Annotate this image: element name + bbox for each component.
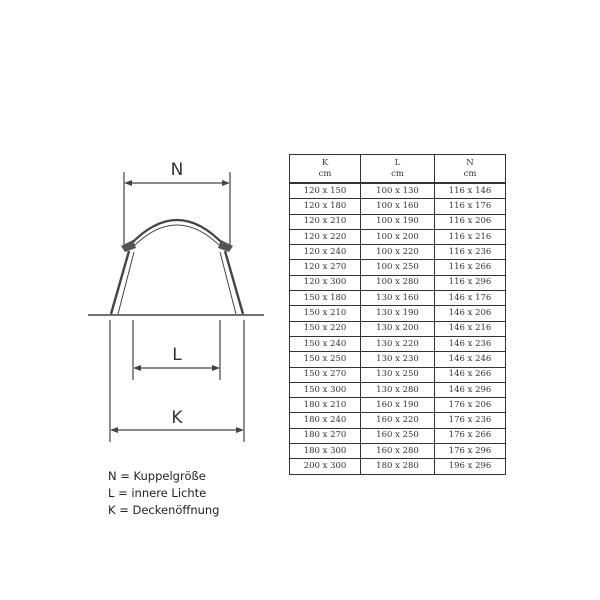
- cell-k: 150 x 250: [290, 352, 361, 367]
- table-row: [290, 428, 506, 443]
- table-row: [290, 321, 506, 336]
- cell-l: 160 x 190: [361, 398, 435, 413]
- dimension-legend: [108, 468, 219, 519]
- cell-n: 146 x 206: [435, 306, 506, 321]
- table-row: [290, 183, 506, 199]
- size-table: [289, 154, 506, 475]
- header-k: [290, 155, 361, 184]
- cell-l: 100 x 220: [361, 245, 435, 260]
- table-row: [290, 413, 506, 428]
- n-arrow-left: [124, 180, 132, 186]
- cell-l: 100 x 160: [361, 199, 435, 214]
- table-row: [290, 336, 506, 351]
- cell-n: 116 x 236: [435, 245, 506, 260]
- l-arrow-right: [212, 365, 220, 371]
- cell-l: 130 x 160: [361, 291, 435, 306]
- cell-n: 116 x 206: [435, 214, 506, 229]
- k-dimension-label: K: [171, 408, 183, 428]
- cell-k: 150 x 220: [290, 321, 361, 336]
- table-row: [290, 245, 506, 260]
- size-table-body: [290, 183, 506, 474]
- cell-n: 146 x 266: [435, 367, 506, 382]
- cell-k: 120 x 240: [290, 245, 361, 260]
- k-arrow-left: [110, 427, 118, 433]
- cell-k: 150 x 180: [290, 291, 361, 306]
- table-row: [290, 229, 506, 244]
- cell-l: 100 x 200: [361, 229, 435, 244]
- header-l-letter: L: [394, 157, 401, 168]
- cell-k: 120 x 220: [290, 229, 361, 244]
- header-l: [361, 155, 435, 184]
- table-row: [290, 306, 506, 321]
- cell-n: 146 x 216: [435, 321, 506, 336]
- table-row: [290, 352, 506, 367]
- header-l-unit: cm: [391, 168, 404, 179]
- table-row: [290, 199, 506, 214]
- cell-n: 116 x 146: [435, 183, 506, 199]
- cell-l: 160 x 220: [361, 413, 435, 428]
- cell-l: 100 x 250: [361, 260, 435, 275]
- cell-k: 120 x 150: [290, 183, 361, 199]
- cell-n: 116 x 176: [435, 199, 506, 214]
- cell-k: 200 x 300: [290, 459, 361, 474]
- cell-k: 120 x 180: [290, 199, 361, 214]
- n-arrow-right: [222, 180, 230, 186]
- table-row: [290, 275, 506, 290]
- cell-n: 116 x 296: [435, 275, 506, 290]
- cell-n: 176 x 236: [435, 413, 506, 428]
- cell-l: 100 x 280: [361, 275, 435, 290]
- header-n-letter: N: [466, 157, 474, 168]
- header-k-letter: K: [321, 157, 329, 168]
- cell-k: 180 x 300: [290, 444, 361, 459]
- table-row: [290, 444, 506, 459]
- legend-item-n: N = Kuppelgröße: [108, 469, 206, 483]
- table-row: [290, 367, 506, 382]
- cell-k: 150 x 210: [290, 306, 361, 321]
- dome-arc: [130, 220, 224, 245]
- cell-n: 146 x 296: [435, 382, 506, 397]
- table-row: [290, 382, 506, 397]
- cell-n: 176 x 296: [435, 444, 506, 459]
- header-n-unit: cm: [463, 168, 477, 179]
- table-row: [290, 260, 506, 275]
- cell-l: 100 x 130: [361, 183, 435, 199]
- cell-n: 116 x 216: [435, 229, 506, 244]
- cell-l: 130 x 190: [361, 306, 435, 321]
- cell-l: 160 x 250: [361, 428, 435, 443]
- dome-arc-inner: [131, 225, 223, 249]
- cell-l: 100 x 190: [361, 214, 435, 229]
- cell-n: 196 x 296: [435, 459, 506, 474]
- cell-l: 130 x 220: [361, 336, 435, 351]
- legend-item-k: K = Deckenöffnung: [108, 503, 220, 517]
- cell-n: 176 x 266: [435, 428, 506, 443]
- cell-k: 150 x 270: [290, 367, 361, 382]
- n-dimension-label: N: [170, 160, 184, 180]
- cell-n: 146 x 246: [435, 352, 506, 367]
- size-table-header-row: [290, 155, 506, 184]
- header-n: [435, 155, 506, 184]
- cell-k: 180 x 270: [290, 428, 361, 443]
- cell-l: 130 x 200: [361, 321, 435, 336]
- cell-l: 130 x 250: [361, 367, 435, 382]
- cell-n: 146 x 236: [435, 336, 506, 351]
- cell-k: 120 x 210: [290, 214, 361, 229]
- cell-n: 146 x 176: [435, 291, 506, 306]
- cell-l: 160 x 280: [361, 444, 435, 459]
- cell-l: 130 x 280: [361, 382, 435, 397]
- cell-l: 130 x 230: [361, 352, 435, 367]
- cell-k: 120 x 270: [290, 260, 361, 275]
- table-row: [290, 398, 506, 413]
- table-row: [290, 291, 506, 306]
- header-k-unit: cm: [318, 168, 332, 179]
- cell-n: 176 x 206: [435, 398, 506, 413]
- cell-k: 120 x 300: [290, 275, 361, 290]
- cell-n: 116 x 266: [435, 260, 506, 275]
- k-arrow-right: [236, 427, 244, 433]
- legend-item-l: L = innere Lichte: [108, 486, 207, 500]
- table-row: [290, 459, 506, 474]
- cell-k: 180 x 240: [290, 413, 361, 428]
- cell-l: 180 x 280: [361, 459, 435, 474]
- cell-k: 180 x 210: [290, 398, 361, 413]
- l-arrow-left: [133, 365, 141, 371]
- cell-k: 150 x 300: [290, 382, 361, 397]
- table-row: [290, 214, 506, 229]
- cell-k: 150 x 240: [290, 336, 361, 351]
- l-dimension-label: L: [172, 345, 182, 365]
